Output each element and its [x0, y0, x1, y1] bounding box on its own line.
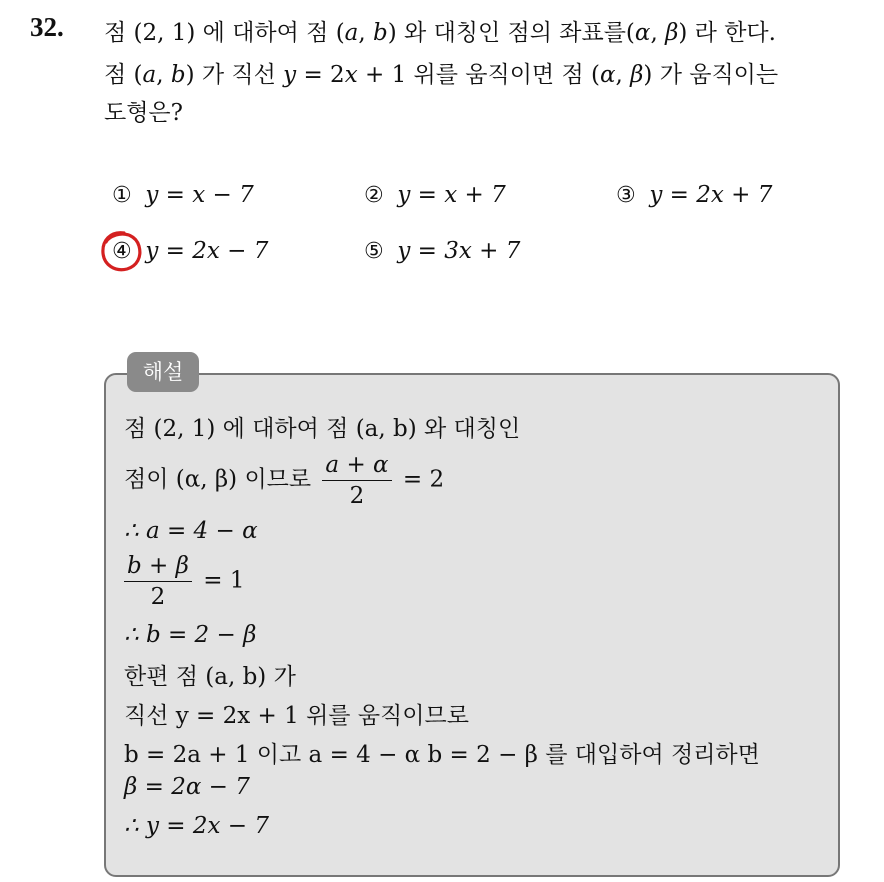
choice-3[interactable]: [616, 182, 772, 208]
choice-number: ①: [112, 183, 132, 208]
question-text: ,: [358, 20, 374, 46]
solution-text: = 2: [402, 466, 445, 493]
question-line-2: [104, 56, 778, 89]
solution-text: 점이 (α, β) 이므로: [124, 466, 312, 493]
choice-2[interactable]: [364, 182, 506, 208]
solution-text: ∴ b = 2 − β: [124, 622, 257, 648]
var-a: a: [142, 62, 157, 88]
fraction: [322, 452, 391, 509]
var-beta: β: [665, 20, 679, 46]
solution-line-4: [120, 553, 244, 610]
choice-number: ③: [616, 183, 636, 208]
solution-line-8: b = 2a + 1 이고 a = 4 − α b = 2 − β 를 대입하여 정리하면: [124, 742, 760, 768]
fraction-numerator: a + α: [322, 452, 391, 481]
question-text: ) 가 움직이는: [643, 62, 779, 88]
choice-equation: y = x + 7: [397, 182, 506, 208]
question-text: 점 (: [104, 62, 143, 88]
solution-text: = 1: [203, 567, 245, 594]
choice-equation: y = 2x − 7: [145, 238, 269, 264]
question-text: ) 라 한다.: [678, 20, 776, 46]
var-beta: β: [630, 62, 644, 88]
question-text: ,: [156, 62, 171, 88]
solution-line-3: [124, 518, 258, 544]
solution-line-6: 한편 점 (a, b) 가: [124, 664, 296, 690]
question-line-1: [104, 14, 776, 47]
var-x: x: [344, 62, 358, 88]
choice-equation: y = 2x + 7: [649, 182, 773, 208]
var-b: b: [373, 20, 388, 46]
fraction-denominator: 2: [150, 584, 166, 610]
solution-line-5: [124, 622, 256, 648]
question-text: ,: [615, 62, 631, 88]
fraction-numerator: b + β: [124, 553, 192, 582]
solution-line-1: 점 (2, 1) 에 대하여 점 (a, b) 와 대칭인: [124, 416, 521, 442]
solution-line-9: [124, 774, 250, 800]
question-text: ,: [650, 20, 666, 46]
choice-number: ②: [364, 183, 384, 208]
fraction-denominator: 2: [349, 483, 365, 509]
solution-text: β = 2α − 7: [124, 774, 250, 800]
question-line-3: 도형은?: [104, 100, 183, 126]
choice-number: ⑤: [364, 239, 384, 264]
solution-tag: 해설: [127, 352, 199, 392]
solution-text: ∴ y = 2x − 7: [124, 813, 269, 839]
question-text: ) 가 직선: [185, 62, 284, 88]
var-b: b: [170, 62, 186, 88]
question-text: = 2: [296, 62, 345, 88]
question-text: ) 와 대칭인 점의 좌표를(: [387, 20, 635, 46]
var-y: y: [283, 62, 297, 88]
question-text: 점 (2, 1) 에 대하여 점 (: [104, 20, 345, 46]
var-alpha: α: [599, 62, 616, 88]
var-a: a: [344, 20, 359, 46]
solution-text: ∴ a = 4 − α: [124, 518, 258, 544]
choice-1[interactable]: [112, 182, 254, 208]
choice-5[interactable]: [364, 238, 520, 264]
answer-circle-mark: [99, 229, 145, 275]
fraction: [124, 553, 192, 610]
choice-equation: y = x − 7: [145, 182, 254, 208]
solution-line-2: [124, 452, 444, 509]
solution-line-7: 직선 y = 2x + 1 위를 움직이므로: [124, 703, 469, 729]
question-number: 32.: [30, 12, 64, 42]
solution-line-10: [124, 813, 269, 839]
question-text: + 1 위를 움직이면 점 (: [357, 62, 600, 88]
choice-equation: y = 3x + 7: [397, 238, 521, 264]
choice-number: ④: [112, 239, 132, 264]
var-alpha: α: [634, 20, 651, 46]
